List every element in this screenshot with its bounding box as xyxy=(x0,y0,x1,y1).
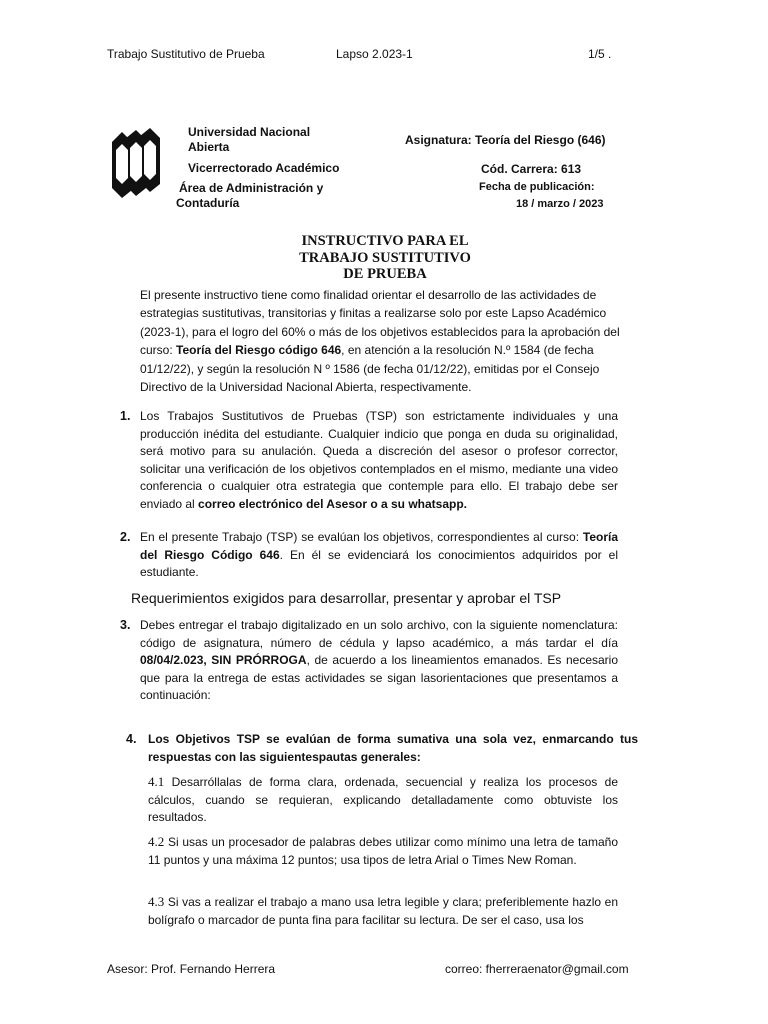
item-4-3 xyxy=(148,893,618,929)
asignatura: Asignatura: Teoría del Riesgo (646) xyxy=(405,133,606,147)
footer-asesor: Asesor: Prof. Fernando Herrera xyxy=(107,962,276,976)
intro-paragraph xyxy=(140,286,628,396)
university-name-line2: Abierta xyxy=(188,140,230,154)
title-line2: TRABAJO SUSTITUTIVO xyxy=(299,249,471,266)
title-line1: INSTRUCTIVO PARA EL xyxy=(301,233,469,249)
area-line2: Contaduría xyxy=(176,196,240,210)
vicerrectorado: Vicerrectorado Académico xyxy=(188,161,340,175)
item-3-text xyxy=(140,617,618,705)
item-4-2-number: 4.2 xyxy=(148,834,165,849)
header-lapso: Lapso 2.023-1 xyxy=(336,47,413,61)
title-line3: DE PRUEBA xyxy=(343,266,427,282)
intro-text-1: El presente instructivo tiene como finalidad orientar el desarrollo de las actividades de estrategias sustitutivas, transitorias y finitas a realizarse solo por este Lapso Académico (2023-1), para el logro del 60% o más de los objetivos establecidos para la aprobación del curso: xyxy=(140,288,620,358)
item-4-2 xyxy=(148,833,618,869)
header-page-number: 1/5 . xyxy=(588,47,612,61)
fecha-publicacion-value: 18 / marzo / 2023 xyxy=(516,198,604,210)
una-logo xyxy=(112,128,160,198)
item-1-text-a: Los Trabajos Sustitutivos de Pruebas (TSP) son estrictamente individuales y una producción inédita del estudiante. Cualquier indicio que ponga en duda su originalidad, será motivo para su anulación. Queda a discreción del asesor o profesor corrector, solicitar una verificación de los objetivos contemplados en el mismo, mediante una video conferencia o cualquier otra estrategia que contemple para ello. El trabajo debe ser enviado al xyxy=(140,409,618,511)
item-4-number: 4. xyxy=(126,732,137,746)
item-4-3-text: Si vas a realizar el trabajo a mano usa letra legible y clara; preferiblemente hazlo en bolígrafo o marcador de punta fina para facilitar su lectura. De ser el caso, usa los xyxy=(148,895,618,927)
header-document-title: Trabajo Sustitutivo de Prueba xyxy=(107,47,265,61)
footer-correo: correo: fherreraenator@gmail.com xyxy=(445,962,629,976)
item-3-deadline-bold: 08/04/2.023, SIN PRÓRROGA xyxy=(140,653,307,668)
item-4-1 xyxy=(148,773,618,827)
item-2-number: 2. xyxy=(120,530,131,544)
item-2-text xyxy=(140,529,618,582)
item-1-contact-bold: correo electrónico del Asesor o a su whatsapp. xyxy=(198,496,468,511)
area-line1: Área de Administración y xyxy=(179,181,324,195)
item-4-1-number: 4.1 xyxy=(148,774,165,789)
item-1-number: 1. xyxy=(120,409,131,423)
item-4-text: Los Objetivos TSP se evalúan de forma sumativa una sola vez, enmarcando tus respuestas con las siguientespautas generales: xyxy=(148,732,638,764)
item-4-3-number: 4.3 xyxy=(148,894,165,909)
item-4-1-text: Desarróllalas de forma clara, ordenada, secuencial y realiza los procesos de cálculos, cuando se requieran, explicando detalladamente como obtuviste los resultados. xyxy=(148,775,618,825)
item-4-2-text: Si usas un procesador de palabras debes utilizar como mínimo una letra de tamaño 11 puntos y una máxima 12 puntos; usa tipos de letra Arial o Times New Roman. xyxy=(148,835,618,867)
item-1-text xyxy=(140,408,618,514)
item-3-text-a: Debes entregar el trabajo digitalizado en un solo archivo, con la siguiente nomenclatura: código de asignatura, número de cédula y lapso académico, a más tardar el día xyxy=(140,618,618,650)
item-3-number: 3. xyxy=(120,618,131,632)
item-2-text-c: . En él se evidenciará los conocimientos adquiridos por el estudiante. xyxy=(140,547,618,580)
codigo-carrera: Cód. Carrera: 613 xyxy=(481,162,582,176)
university-name-line1: Universidad Nacional xyxy=(188,125,311,139)
intro-course-bold: Teoría del Riesgo código 646 xyxy=(176,343,342,358)
item-2-course-bold: Teoría del Riesgo Código 646 xyxy=(140,530,618,562)
item-3-text-c: , de acuerdo a los lineamientos emanados. Es necesario que para la entrega de estas actividades se sigan lasorientaciones que presentamos a continuación: xyxy=(140,653,618,703)
document-title xyxy=(230,233,540,283)
intro-text-2: , en atención a la resolución N.º 1584 (de fecha 01/12/22), y según la resolución N º 1586 (de fecha 01/12/22), emitidas por el Consejo Directivo de la Universidad Nacional Abierta, respectivamente. xyxy=(140,343,600,395)
fecha-publicacion-label: Fecha de publicación: xyxy=(479,181,595,193)
requirements-heading: Requerimientos exigidos para desarrollar, presentar y aprobar el TSP xyxy=(131,590,562,606)
item-2-text-a: En el presente Trabajo (TSP) se evalúan los objetivos, correspondientes al curso: xyxy=(140,530,583,544)
